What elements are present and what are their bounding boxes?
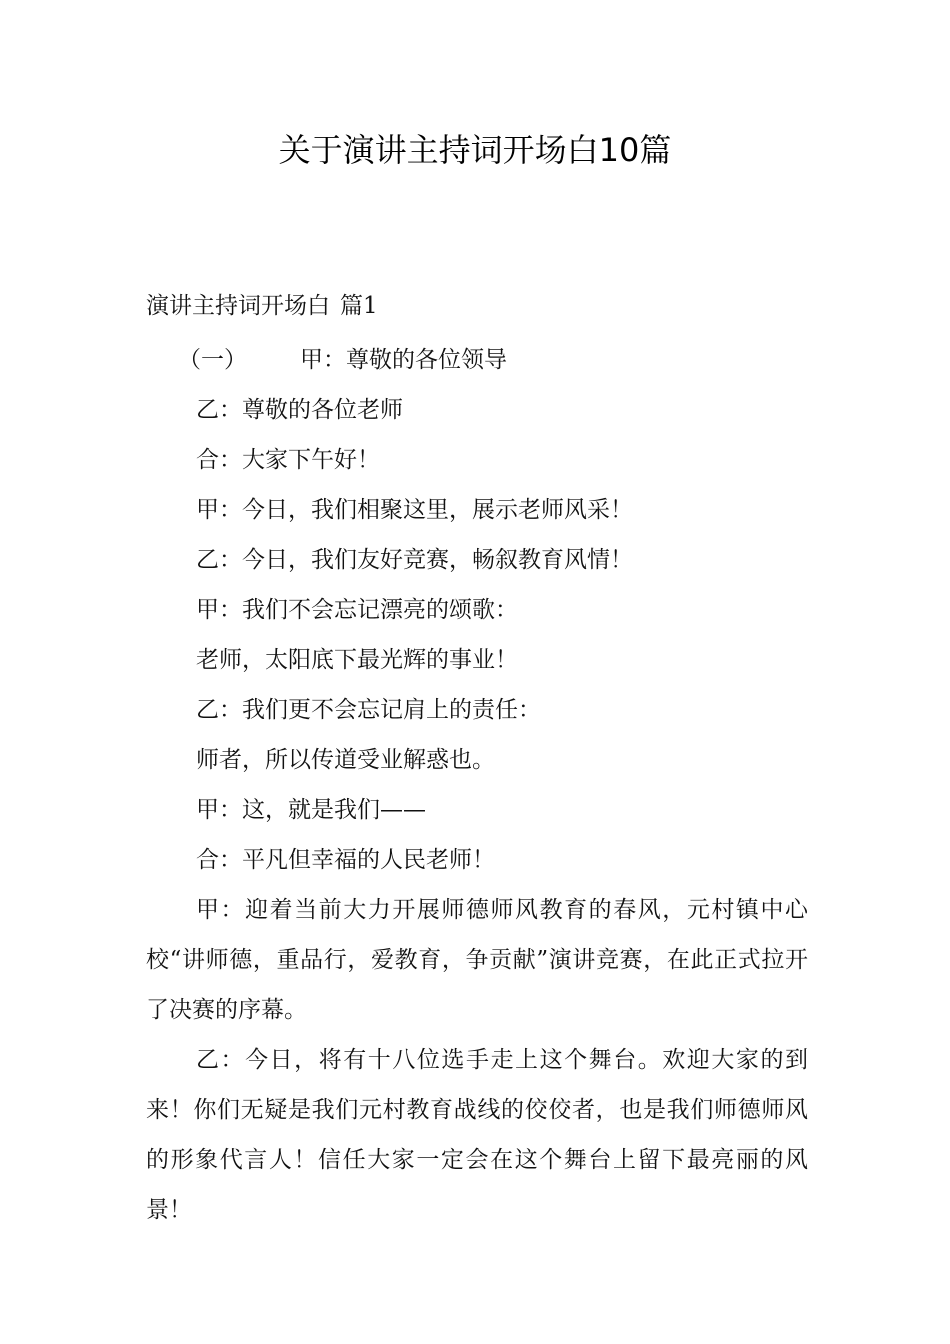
- section-number: 篇1: [340, 293, 378, 319]
- dialogue-line: 合：平凡但幸福的人民老师！: [196, 847, 495, 873]
- dialogue-line: 乙：我们更不会忘记肩上的责任：: [196, 697, 541, 723]
- dialogue-line: 师者，所以传道受业解惑也。: [196, 747, 495, 773]
- intro-text: 甲：尊敬的各位领导: [300, 347, 507, 373]
- document-title: 关于演讲主持词开场白10篇: [278, 131, 672, 169]
- body-paragraph: 乙：今日，将有十八位选手走上这个舞台。欢迎大家的到来！你们无疑是我们元村教育战线的佼佼者，也是我们师德师风的形象代言人！信任大家一定会在这个舞台上留下最亮丽的风景！: [146, 1047, 808, 1223]
- part-label: （一）: [178, 347, 247, 373]
- section-heading-text: 演讲主持词开场白: [146, 293, 330, 319]
- dialogue-line: 甲：我们不会忘记漂亮的颂歌：: [196, 597, 518, 623]
- dialogue-line: 甲：今日，我们相聚这里，展示老师风采！: [196, 497, 633, 523]
- dialogue-line: 老师，太阳底下最光辉的事业！: [196, 647, 518, 673]
- dialogue-line: 乙：今日，我们友好竞赛，畅叙教育风情！: [196, 547, 633, 573]
- body-paragraph: 甲：迎着当前大力开展师德师风教育的春风，元村镇中心校“讲师德，重品行，爱教育，争贡献”演讲竞赛，在此正式拉开了决赛的序幕。: [146, 897, 808, 1023]
- dialogue-line: 乙：尊敬的各位老师: [196, 397, 403, 423]
- intro-line: [146, 335, 808, 385]
- section-heading: [146, 281, 808, 331]
- document-body: [146, 281, 808, 1235]
- dialogue-line: 合：大家下午好！: [196, 447, 380, 473]
- dialogue-line: 甲：这，就是我们——: [196, 797, 426, 823]
